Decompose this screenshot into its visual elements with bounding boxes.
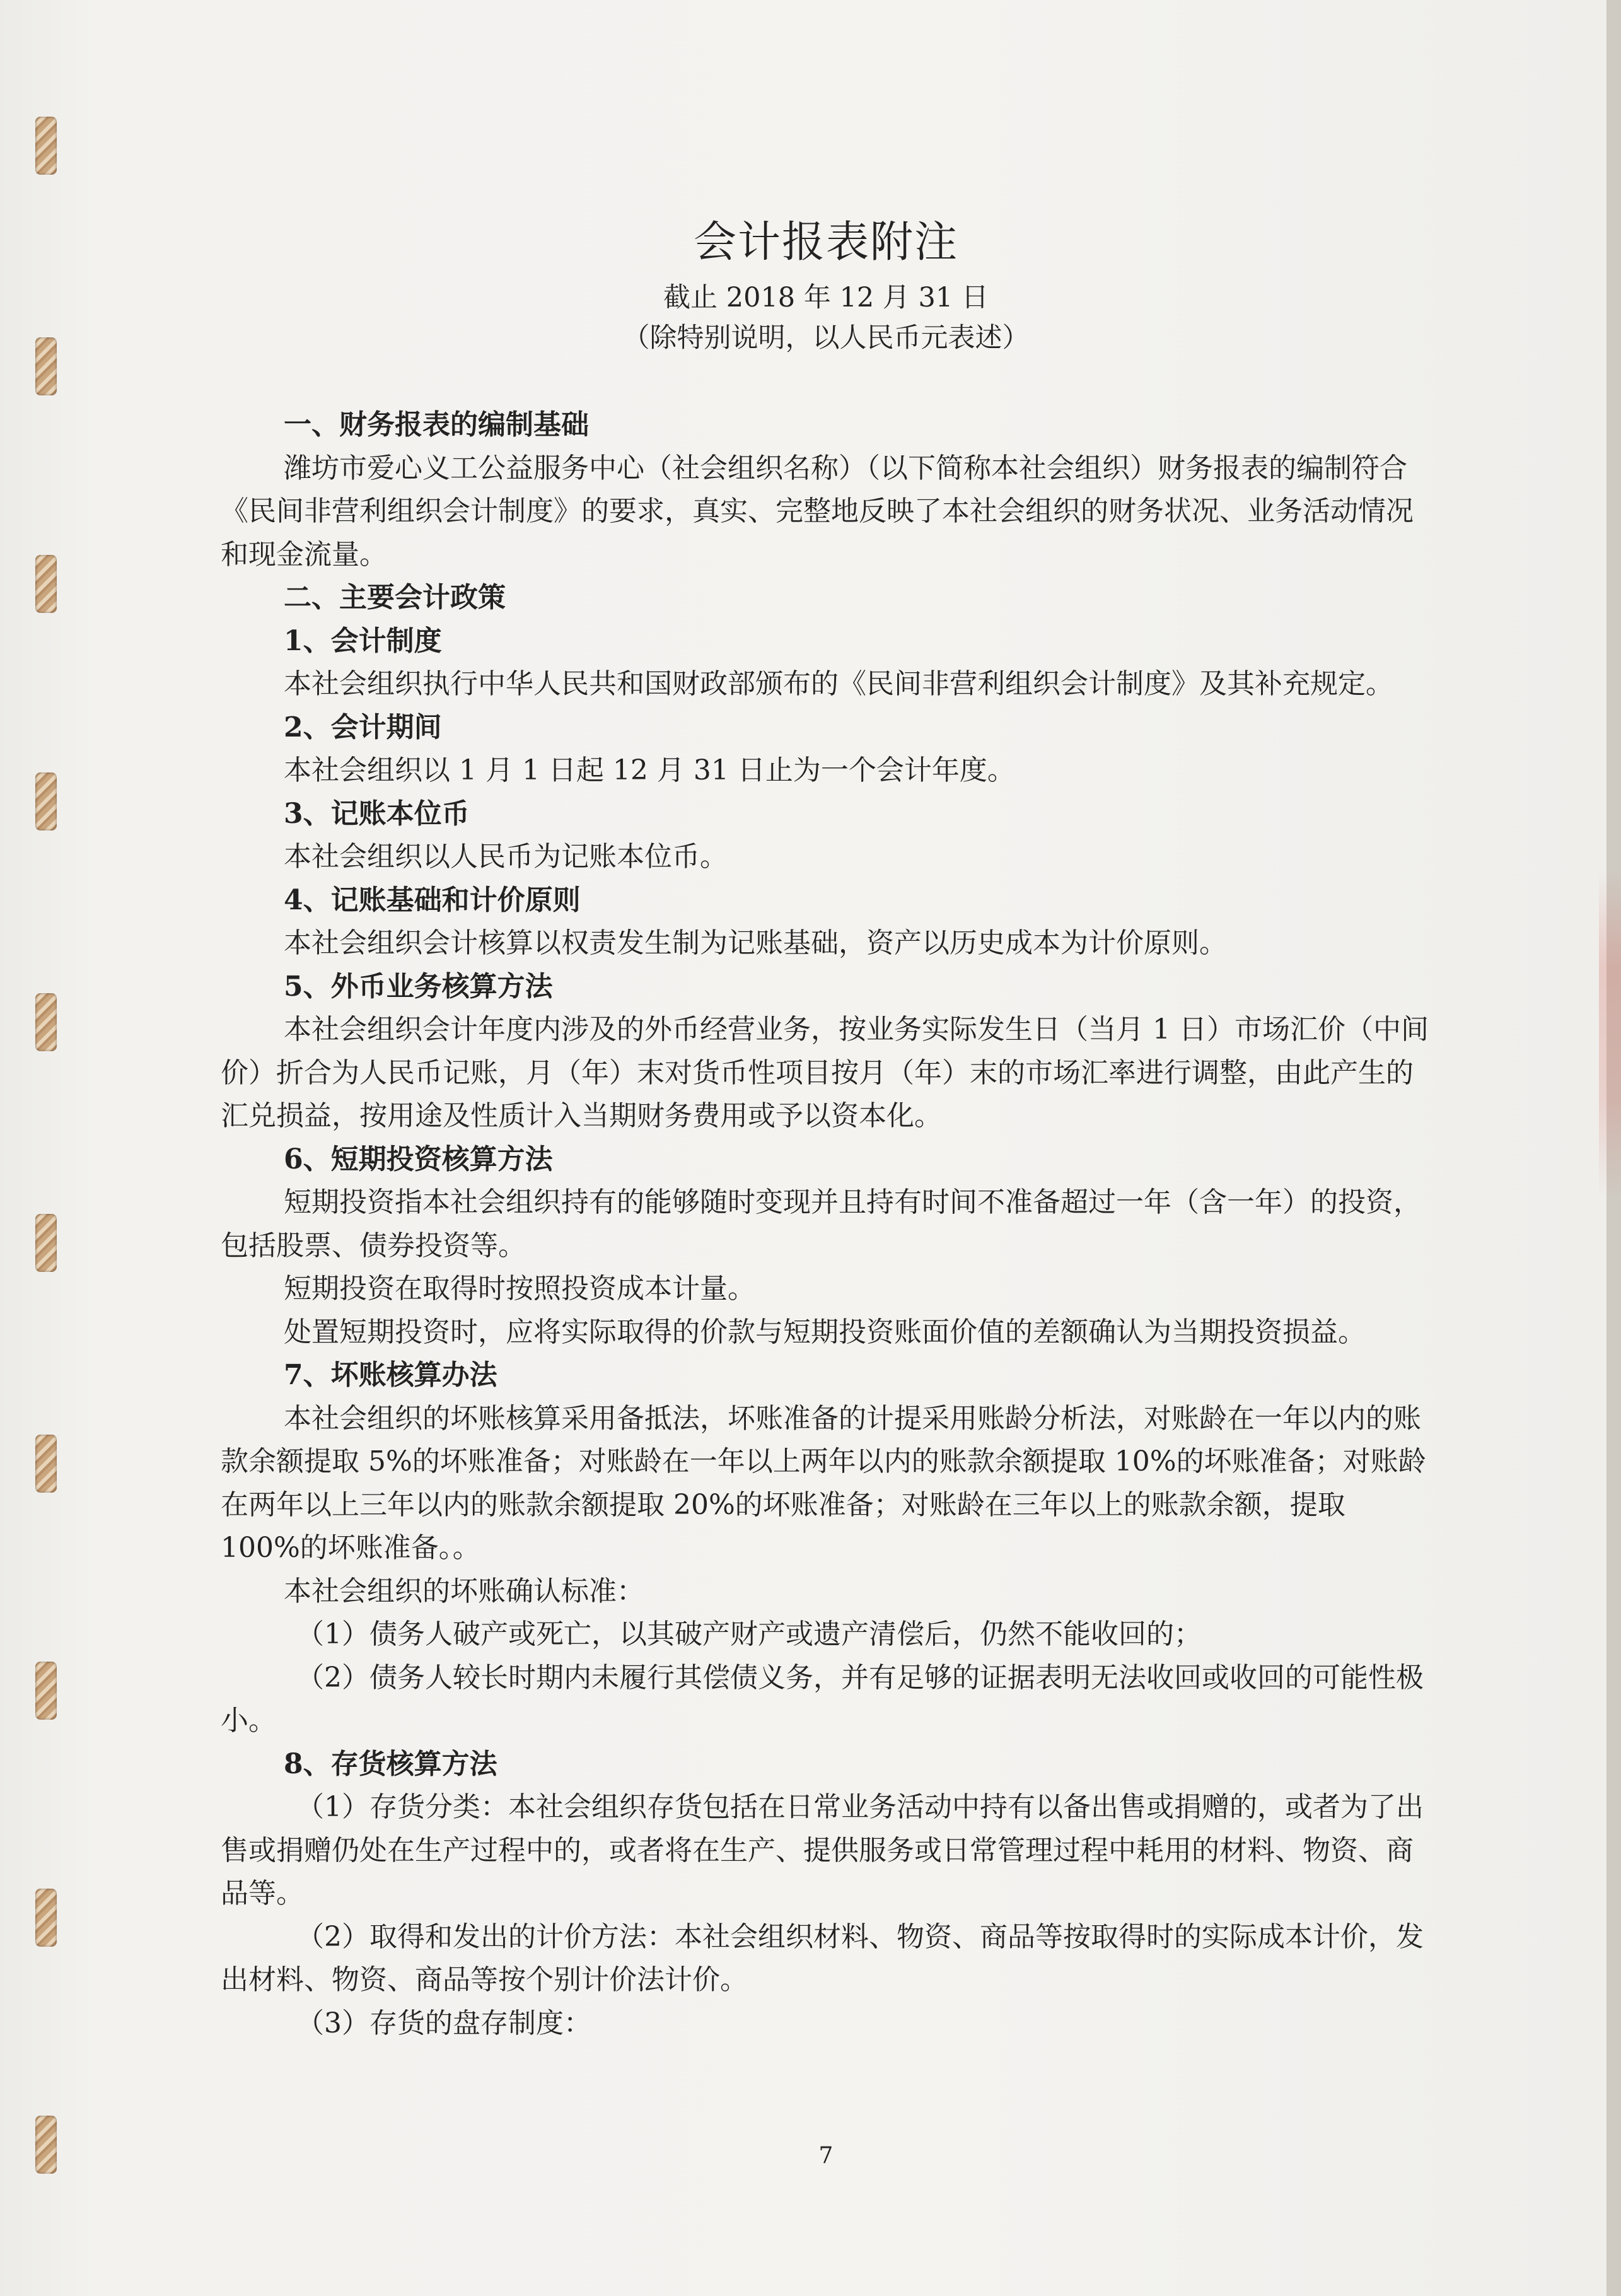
section-heading: 8、存货核算方法 [284,1747,497,1780]
section-heading: 5、外币业务核算方法 [284,970,553,1003]
paragraph: 处置短期投资时，应将实际取得的价款与短期投资账面价值的差额确认为当期投资损益。 [284,1315,1366,1348]
paragraph: 潍坊市爱心义工公益服务中心（社会组织名称）（以下简称本社会组织）财务报表的编制符合《民间非营利组织会计制度》的要求，真实、完整地反映了本社会组织的财务状况、业务活动情况和现金流量。 [221,452,1414,571]
paragraph: 短期投资指本社会组织持有的能够随时变现并且持有时间不准备超过一年（含一年）的投资，包括股票、债券投资等。 [221,1186,1421,1262]
paragraph: 短期投资在取得时按照投资成本计量。 [284,1273,755,1305]
binding-hole [35,117,57,175]
binding-hole [35,1435,57,1493]
page-number: 7 [818,2143,834,2169]
section-heading: 1、会计制度 [284,624,442,657]
binding-hole [35,1662,57,1720]
section-heading: 二、主要会计政策 [284,581,506,614]
binding-holes [35,0,57,2296]
binding-hole [35,1214,57,1272]
paragraph: 本社会组织以人民币为记账本位币。 [284,841,728,873]
section-heading: 2、会计期间 [284,711,442,743]
binding-hole [35,2116,57,2174]
binding-hole [35,337,57,395]
paragraph: 本社会组织以 1 月 1 日起 12 月 31 日止为一个会计年度。 [284,754,1015,786]
date-line: 截止 2018 年 12 月 31 日 [663,282,989,313]
paragraph: （1）债务人破产或死亡，以其破产财产或遗产清偿后，仍然不能收回的； [296,1618,1202,1650]
currency-note: （除特别说明，以人民币元表述） [622,322,1030,354]
binding-hole [35,1889,57,1947]
section-heading: 4、记账基础和计价原则 [284,883,581,916]
paragraph: （1）存货分类：本社会组织存货包括在日常业务活动中持有以备出售或捐赠的，或者为了出售或捐赠仍处在生产过程中的，或者将在生产、提供服务或日常管理过程中耗用的材料、物资、商品等。 [221,1791,1424,1909]
paragraph: 本社会组织的坏账核算采用备抵法，坏账准备的计提采用账龄分析法，对账龄在一年以内的账款余额提取 5%的坏账准备；对账龄在一年以上两年以内的账款余额提取 10%的坏账准备；对账龄在两年以上三年以内的账款余额提取 20%的坏账准备；对账龄在三年以上的账款余额，提取 100%的坏账准备。。 [221,1402,1426,1564]
binding-hole [35,772,57,830]
section-heading: 7、坏账核算办法 [284,1359,497,1391]
paragraph: （3）存货的盘存制度： [296,2007,591,2039]
section-heading: 一、财务报表的编制基础 [284,409,589,441]
page-title: 会计报表附注 [693,218,958,267]
seal-stamp-edge [1599,870,1621,1198]
paragraph: 本社会组织会计核算以权责发生制为记账基础，资产以历史成本为计价原则。 [284,927,1227,959]
paragraph: 本社会组织执行中华人民共和国财政部颁布的《民间非营利组织会计制度》及其补充规定。 [284,668,1393,700]
notes-body [221,404,1431,2045]
paragraph: （2）取得和发出的计价方法：本社会组织材料、物资、商品等按取得时的实际成本计价，发出材料、物资、商品等按个别计价法计价。 [221,1920,1424,1996]
paragraph: 本社会组织会计年度内涉及的外币经营业务，按业务实际发生日（当月 1 日）市场汇价（中间价）折合为人民币记账，月（年）末对货币性项目按月（年）末的市场汇率进行调整，由此产生的汇兑损益，按用途及性质计入当期财务费用或予以资本化。 [221,1013,1429,1132]
paragraph: 本社会组织的坏账确认标准： [284,1575,644,1607]
section-heading: 6、短期投资核算方法 [284,1143,553,1175]
section-heading: 3、记账本位币 [284,797,470,830]
paragraph: （2）债务人较长时期内未履行其偿债义务，并有足够的证据表明无法收回或收回的可能性极小。 [221,1661,1424,1737]
binding-hole [35,555,57,613]
binding-hole [35,993,57,1051]
